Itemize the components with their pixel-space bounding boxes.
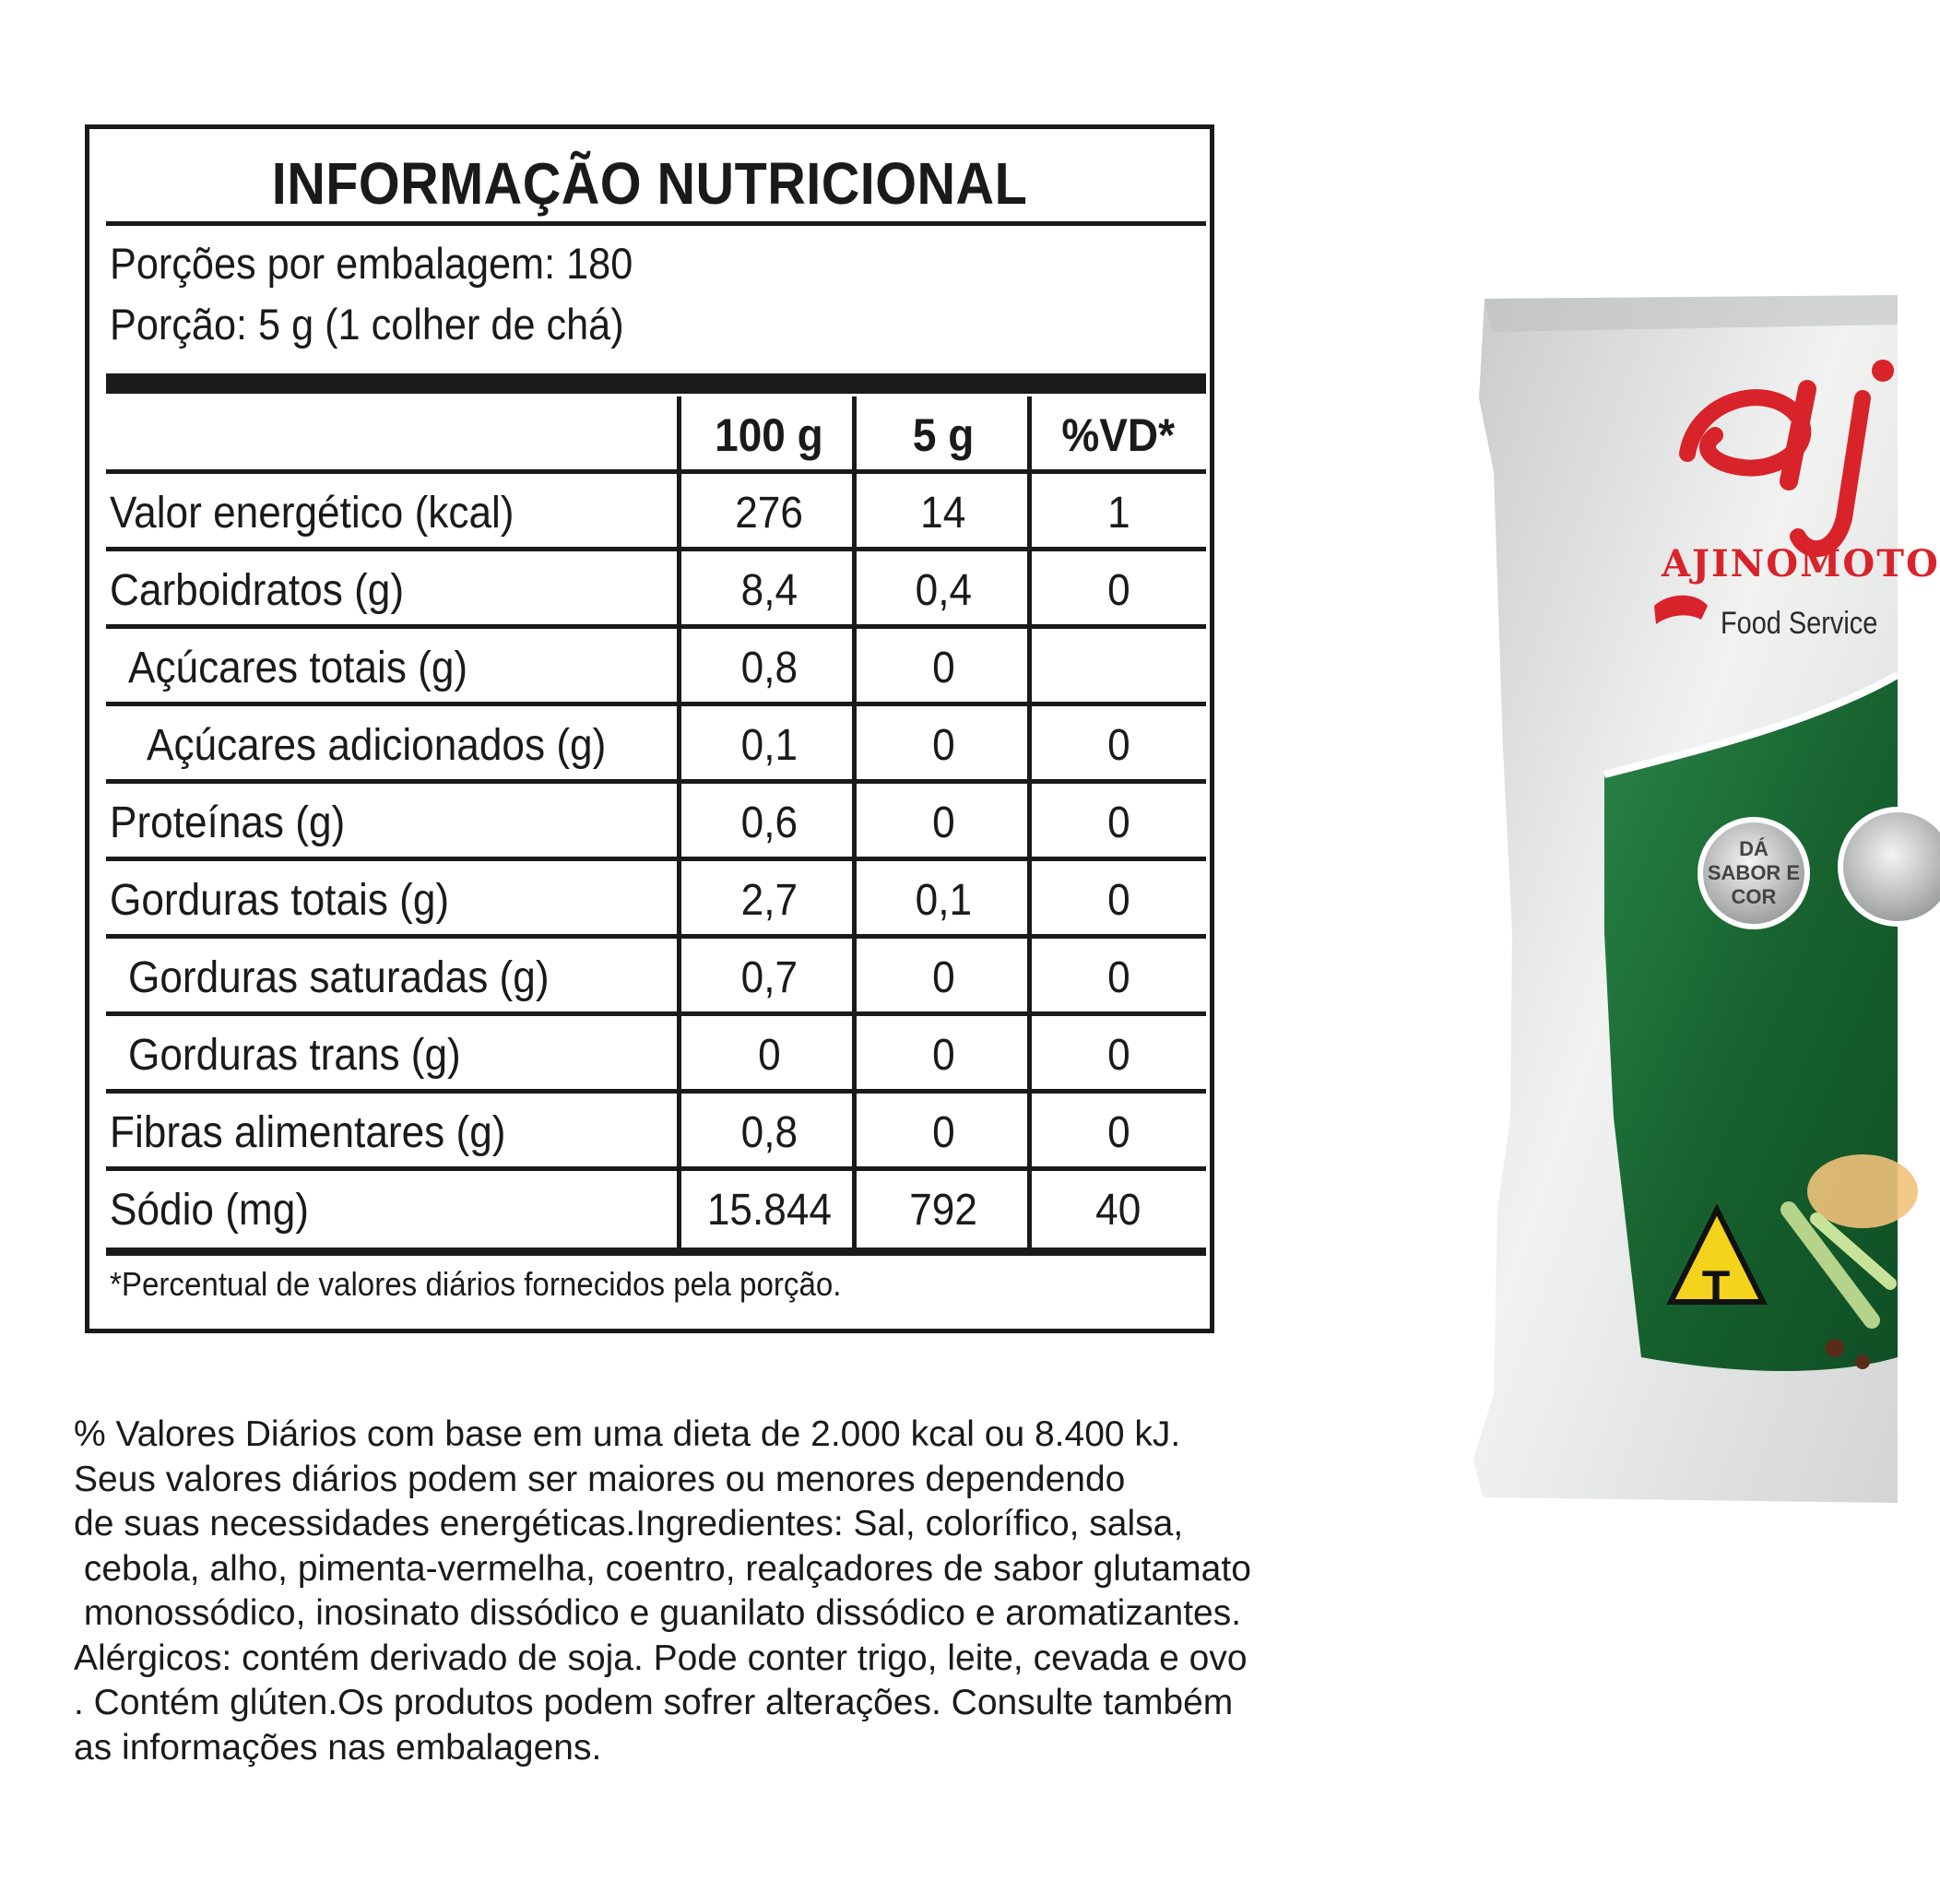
description-line: . Contém glúten.Os produtos podem sofrer alterações. Consulte também (74, 1683, 1234, 1722)
description-line: monossódico, inosinato dissódico e guanilato dissódico e aromatizantes. (74, 1593, 1242, 1633)
value-dv: 0 (1106, 1107, 1130, 1157)
value-100g: 0,7 (740, 952, 798, 1002)
description-line: Seus valores diários podem ser maiores ou menores dependendo (74, 1459, 1126, 1499)
row-label: Proteínas (g) (110, 798, 346, 847)
value-serving: 0,4 (915, 565, 972, 615)
column-divider (1027, 396, 1032, 1254)
table-row (106, 861, 1206, 939)
value-dv: 0 (1106, 798, 1130, 847)
table-row (106, 706, 1206, 784)
value-dv: 0 (1106, 952, 1130, 1002)
value-100g: 0 (757, 1030, 781, 1080)
value-100g: 0,8 (740, 1107, 798, 1157)
value-serving: 14 (920, 488, 966, 538)
value-serving: 0 (931, 643, 955, 692)
table-row (106, 784, 1206, 861)
table-row (106, 551, 1206, 629)
description-line: cebola, alho, pimenta-vermelha, coentro, realçadores de sabor glutamato (74, 1548, 1251, 1589)
column-header-dv: %VD* (1061, 409, 1176, 461)
value-serving: 0 (931, 720, 955, 770)
value-serving: 0 (931, 952, 955, 1002)
table-row (106, 474, 1206, 551)
column-divider (677, 396, 681, 1254)
row-label: Gorduras saturadas (g) (128, 952, 550, 1002)
value-dv: 0 (1106, 720, 1130, 770)
value-serving: 0 (931, 798, 955, 847)
title-divider (106, 221, 1206, 226)
value-dv: 40 (1095, 1185, 1142, 1235)
value-100g: 0,1 (740, 720, 798, 770)
brand-name: AJINOMOTO (1662, 542, 1940, 585)
nutrition-title: INFORMAÇÃO NUTRICIONAL (271, 150, 1028, 217)
table-row (106, 629, 1206, 706)
column-header-serving: 5 g (912, 409, 975, 461)
product-package-image (1466, 288, 1940, 1505)
value-dv (1034, 629, 1203, 706)
daily-value-footnote: *Percentual de valores diários fornecidos pela porção. (110, 1265, 842, 1303)
value-dv: 0 (1106, 875, 1130, 925)
value-serving: 0 (931, 1107, 955, 1157)
value-100g: 276 (735, 488, 803, 538)
pouch-green-band (1604, 675, 1898, 1371)
value-dv: 0 (1106, 565, 1130, 615)
warning-symbol: T (1701, 1261, 1731, 1313)
servings-per-package: Porções por embalagem: 180 (110, 239, 633, 288)
value-serving: 792 (909, 1185, 977, 1235)
value-100g: 15.844 (706, 1185, 832, 1235)
sub-brand: Food Service (1721, 606, 1878, 641)
table-row (106, 939, 1206, 1016)
description-line: % Valores Diários com base em uma dieta de 2.000 kcal ou 8.400 kJ. (74, 1414, 1181, 1454)
description-line: Alérgicos: contém derivado de soja. Pode conter trigo, leite, cevada e ovo (74, 1638, 1248, 1678)
row-label: Açúcares totais (g) (128, 643, 468, 692)
table-row (106, 1016, 1206, 1094)
row-label: Sódio (mg) (110, 1185, 309, 1235)
value-dv: 1 (1106, 488, 1130, 538)
row-label: Gorduras totais (g) (110, 875, 450, 925)
column-divider (852, 396, 857, 1254)
row-label: Gorduras trans (g) (128, 1030, 461, 1080)
row-label: Valor energético (kcal) (110, 488, 515, 538)
table-row (106, 1171, 1206, 1256)
table-row (106, 1094, 1206, 1171)
value-100g: 0,6 (740, 798, 798, 847)
badge-label: DÁ SABOR E COR (1707, 837, 1801, 908)
description-line: de suas necessidades energéticas.Ingredientes: Sal, colorífico, salsa, (74, 1504, 1184, 1543)
thick-divider (106, 373, 1206, 394)
description-line: as informações nas embalagens. (74, 1727, 602, 1768)
value-100g: 0,8 (740, 643, 798, 692)
row-label: Carboidratos (g) (110, 565, 405, 615)
table-header-row (106, 396, 1206, 474)
value-100g: 2,7 (740, 875, 798, 925)
package-illustration (1466, 288, 1898, 1505)
value-serving: 0 (931, 1030, 955, 1080)
product-description (74, 1413, 1420, 1770)
value-100g: 8,4 (740, 565, 798, 615)
row-label: Açúcares adicionados (g) (147, 720, 607, 770)
column-header-100g: 100 g (715, 409, 823, 461)
value-dv: 0 (1106, 1030, 1130, 1080)
serving-size: Porção: 5 g (1 colher de chá) (110, 300, 624, 349)
nutrition-facts-panel (85, 124, 1214, 1333)
value-serving: 0,1 (915, 875, 972, 925)
row-label: Fibras alimentares (g) (110, 1107, 506, 1157)
